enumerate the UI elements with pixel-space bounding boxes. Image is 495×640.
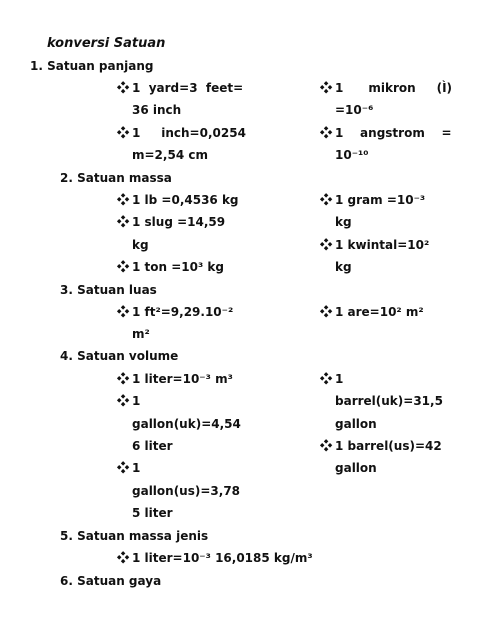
volume-right-line-3: gallon [335, 417, 377, 431]
massa-left-line-2: 1 slug =14,59 [132, 215, 226, 229]
diamond-bullet-icon [117, 372, 130, 385]
section-heading-volume: 4. Satuan volume [60, 349, 179, 363]
diamond-bullet-icon [320, 126, 333, 139]
luas-left-line-2: m² [132, 327, 150, 341]
massa-right-line-1: 1 gram =10⁻³ [335, 193, 426, 207]
volume-left-line-6: gallon(us)=3,78 [132, 484, 241, 498]
luas-right-line-1: 1 are=10² m² [335, 305, 424, 319]
diamond-bullet-icon [117, 305, 130, 318]
section-heading-massa-jenis: 5. Satuan massa jenis [60, 529, 209, 543]
diamond-bullet-icon [117, 394, 130, 407]
section-heading-luas: 3. Satuan luas [60, 283, 157, 297]
diamond-bullet-icon [320, 238, 333, 251]
section-heading-panjang: 1. Satuan panjang [30, 59, 154, 73]
luas-left-line-1: 1 ft²=9,29.10⁻² [132, 305, 234, 319]
diamond-bullet-icon [320, 305, 333, 318]
volume-left-line-1: 1 liter=10⁻³ m³ [132, 372, 233, 386]
diamond-bullet-icon [117, 126, 130, 139]
diamond-bullet-icon [320, 81, 333, 94]
panjang-left-line-3: 1 inch=0,0254 [132, 126, 246, 140]
section-heading-massa: 2. Satuan massa [60, 171, 172, 185]
volume-left-line-5: 1 [132, 461, 141, 475]
massa-right-line-3: 1 kwintal=10² [335, 238, 430, 252]
massa-right-line-4: kg [335, 260, 352, 274]
massa-left-line-3: kg [132, 238, 149, 252]
volume-right-line-1: 1 [335, 372, 344, 386]
diamond-bullet-icon [320, 193, 333, 206]
massa-left-line-4: 1 ton =10³ kg [132, 260, 224, 274]
volume-left-line-3: gallon(uk)=4,54 [132, 417, 241, 431]
volume-left-line-2: 1 [132, 394, 141, 408]
diamond-bullet-icon [117, 81, 130, 94]
massa-jenis-line-1: 1 liter=10⁻³ 16,0185 kg/m³ [132, 551, 313, 565]
diamond-bullet-icon [117, 215, 130, 228]
massa-left-line-1: 1 lb =0,4536 kg [132, 193, 239, 207]
diamond-bullet-icon [117, 551, 130, 564]
section-heading-gaya: 6. Satuan gaya [60, 574, 162, 588]
massa-right-line-2: kg [335, 215, 352, 229]
page-title: konversi Satuan [47, 36, 166, 51]
diamond-bullet-icon [117, 193, 130, 206]
volume-left-line-4: 6 liter [132, 439, 173, 453]
diamond-bullet-icon [117, 260, 130, 273]
volume-right-line-2: barrel(uk)=31,5 [335, 394, 443, 408]
diamond-bullet-icon [320, 372, 333, 385]
volume-right-line-4: 1 barrel(us)=42 [335, 439, 442, 453]
panjang-left-line-1: 1 yard=3 feet= [132, 81, 244, 95]
panjang-right-line-3: 1 angstrom = [335, 126, 452, 140]
volume-right-line-5: gallon [335, 461, 377, 475]
diamond-bullet-icon [117, 461, 130, 474]
panjang-right-line-1: 1 mikron (Ì) [335, 81, 453, 95]
diamond-bullet-icon [320, 439, 333, 452]
panjang-left-line-2: 36 inch [132, 103, 182, 117]
volume-left-line-7: 5 liter [132, 506, 173, 520]
panjang-left-line-4: m=2,54 cm [132, 148, 208, 162]
panjang-right-line-4: 10⁻¹⁰ [335, 148, 369, 162]
panjang-right-line-2: =10⁻⁶ [335, 103, 374, 117]
